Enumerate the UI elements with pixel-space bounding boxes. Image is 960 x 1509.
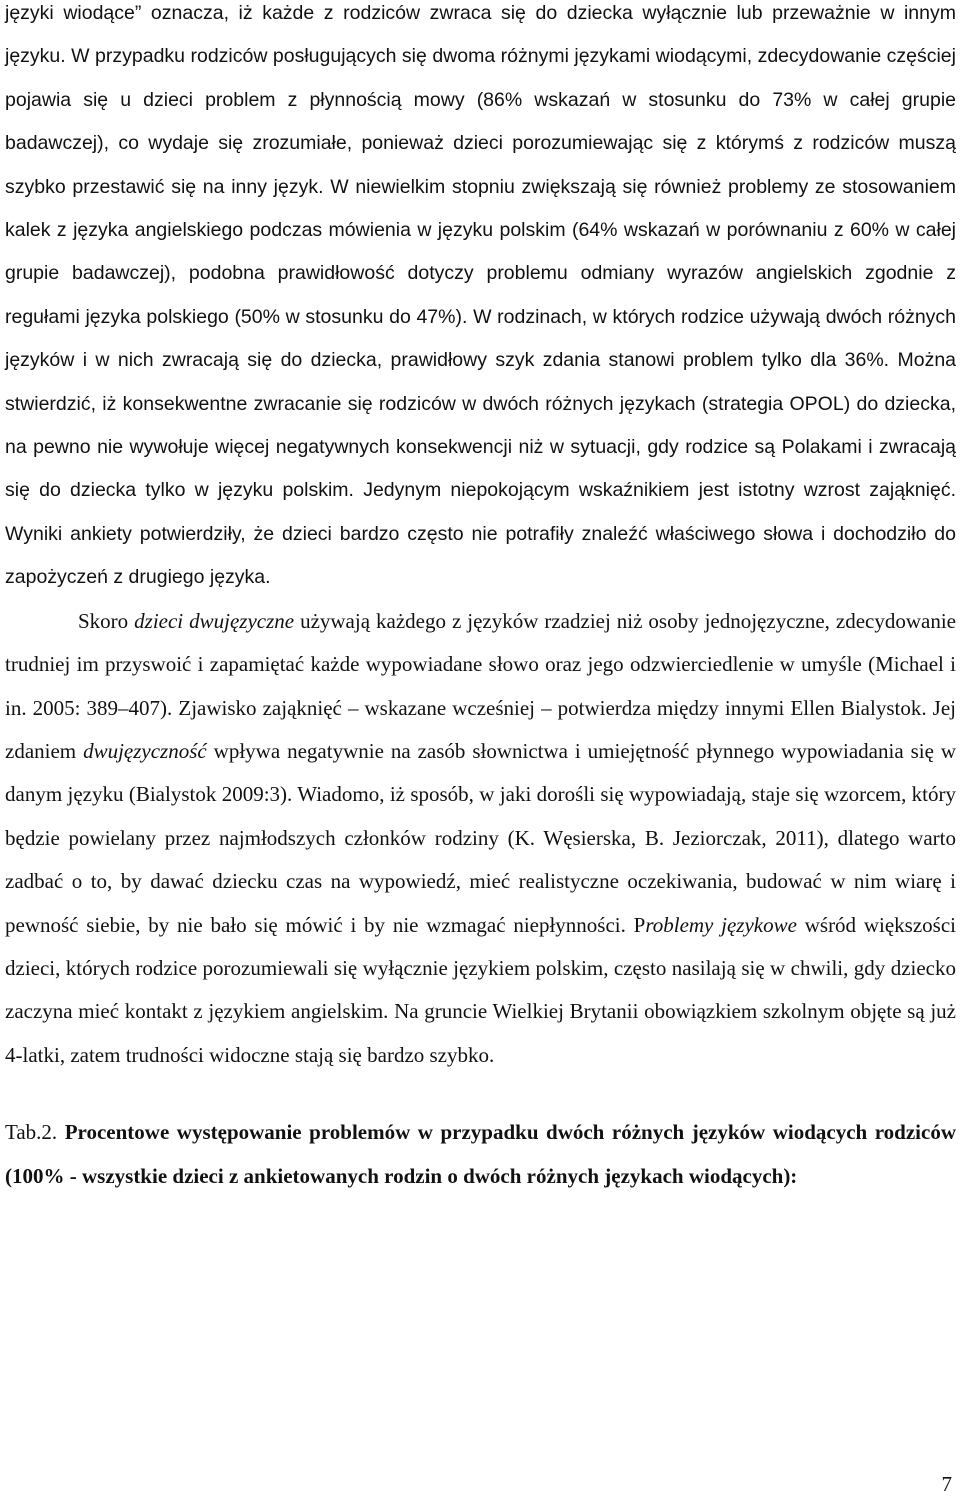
paragraph-1-sentence-1: języki wiodące” oznacza, iż każde z rodziców zwraca się do dziecka wyłącznie lub przeważnie w innym języku.	[5, 2, 956, 68]
paragraph-2-text-3: wpływa negatywnie na zasób słownictwa i umiejętność płynnego wypowiadania się w danym języku (Bialystok 2009:3). Wiadomo, iż sposób, w jaki dorośli się wypowiadają, staje się wzorcem, który będzie powielany przez najmłodszych członków rodziny (K. Węsierska, B. Jeziorczak, 2011), dlatego warto zadbać o to, by dawać dziecku czas na wypowiedź, mieć realistyczne oczekiwania, budować w nim wiarę i pewność siebie, by nie bało się mówić i by nie wzmagać niepłynności. P	[5, 738, 957, 937]
table-caption-title: Procentowe występowanie problemów w przypadku dwóch różnych języków wiodących rodziców (100% - wszystkie dzieci z ankietowanych rodzin o dwóch różnych językach wiodących):	[5, 1120, 956, 1188]
paragraph-2-text-4: wśród większości dzieci, których rodzice porozumiewali się wyłącznie językiem polskim, często nasilają się w chwili, gdy dziecko zaczyna mieć kontakt z językiem angielskim. Na gruncie Wielkiej Brytanii obowiązkiem szkolnym objęte są już 4-latki, zatem trudności widoczne stają się bardzo szybko.	[5, 912, 956, 1067]
paragraph-1-sentence-2: W przypadku rodziców posługujących się dwoma różnymi językami wiodącymi, zdecydowanie częściej pojawia się u dzieci problem z płynnością mowy (86% wskazań w stosunku do 73% w całej grupie badawczej), co wydaje się zrozumiałe, ponieważ dzieci porozumiewając się z którymś z rodziców muszą szybko przestawić się na inny język.	[5, 45, 956, 198]
paragraph-2-text-2: używają każdego z języków rzadziej niż osoby jednojęzyczne, zdecydowanie trudniej im przyswoić i zapamiętać każde wypowiadane słowo oraz jego odzwierciedlenie w umyśle (Michael i in. 2005: 389–407). Zjawisko zająknięć – wskazane wcześniej – potwierdza między innymi Ellen Bialystok. Jej zdaniem	[5, 608, 956, 763]
paragraph-1-sentence-3: W niewielkim stopniu zwiększają się również problemy ze stosowaniem kalek z języka angielskiego podczas mówienia w języku polskim (64% wskazań w porównaniu z 60% w całej grupie badawczej), podobna prawidłowość dotyczy problemu odmiany wyrazów angielskich zgodnie z regułami języka polskiego (50% w stosunku do 47%).	[5, 175, 956, 328]
paragraph-2-italic-term-1: dzieci dwujęzyczne	[134, 608, 295, 633]
paragraph-2	[5, 600, 956, 1077]
page-number: 7	[941, 1472, 952, 1496]
document-page	[5, 0, 956, 1198]
paragraph-1-sentence-4: W rodzinach, w których rodzice używają dwóch różnych języków i w nich zwracają się do dziecka, prawidłowy szyk zdania stanowi problem tylko dla 36%.	[5, 305, 957, 372]
paragraph-2-text-1: Skoro	[78, 608, 135, 633]
paragraph-2-italic-term-2: dwujęzyczność	[83, 738, 207, 763]
table-caption-label: Tab.2.	[5, 1120, 65, 1145]
paragraph-1-sentence-5: Można stwierdzić, iż konsekwentne zwracanie się rodziców w dwóch różnych językach (strategia OPOL) do dziecka, na pewno nie wywołuje więcej negatywnych konsekwencji niż w sytuacji, gdy rodzice są Polakami i zwracają się do dziecka tylko w języku polskim.	[5, 349, 957, 502]
paragraph-2-italic-term-3: roblemy językowe	[645, 912, 797, 937]
paragraph-1	[5, 0, 956, 600]
paragraph-1-sentence-7: Wyniki ankiety potwierdziły, że dzieci bardzo często nie potrafiły znaleźć właściwego słowa i dochodziło do zapożyczeń z drugiego języka.	[5, 522, 956, 589]
paragraph-1-sentence-6: Jedynym niepokojącym wskaźnikiem jest istotny wzrost zająknięć.	[363, 479, 956, 502]
table-caption	[5, 1111, 956, 1198]
